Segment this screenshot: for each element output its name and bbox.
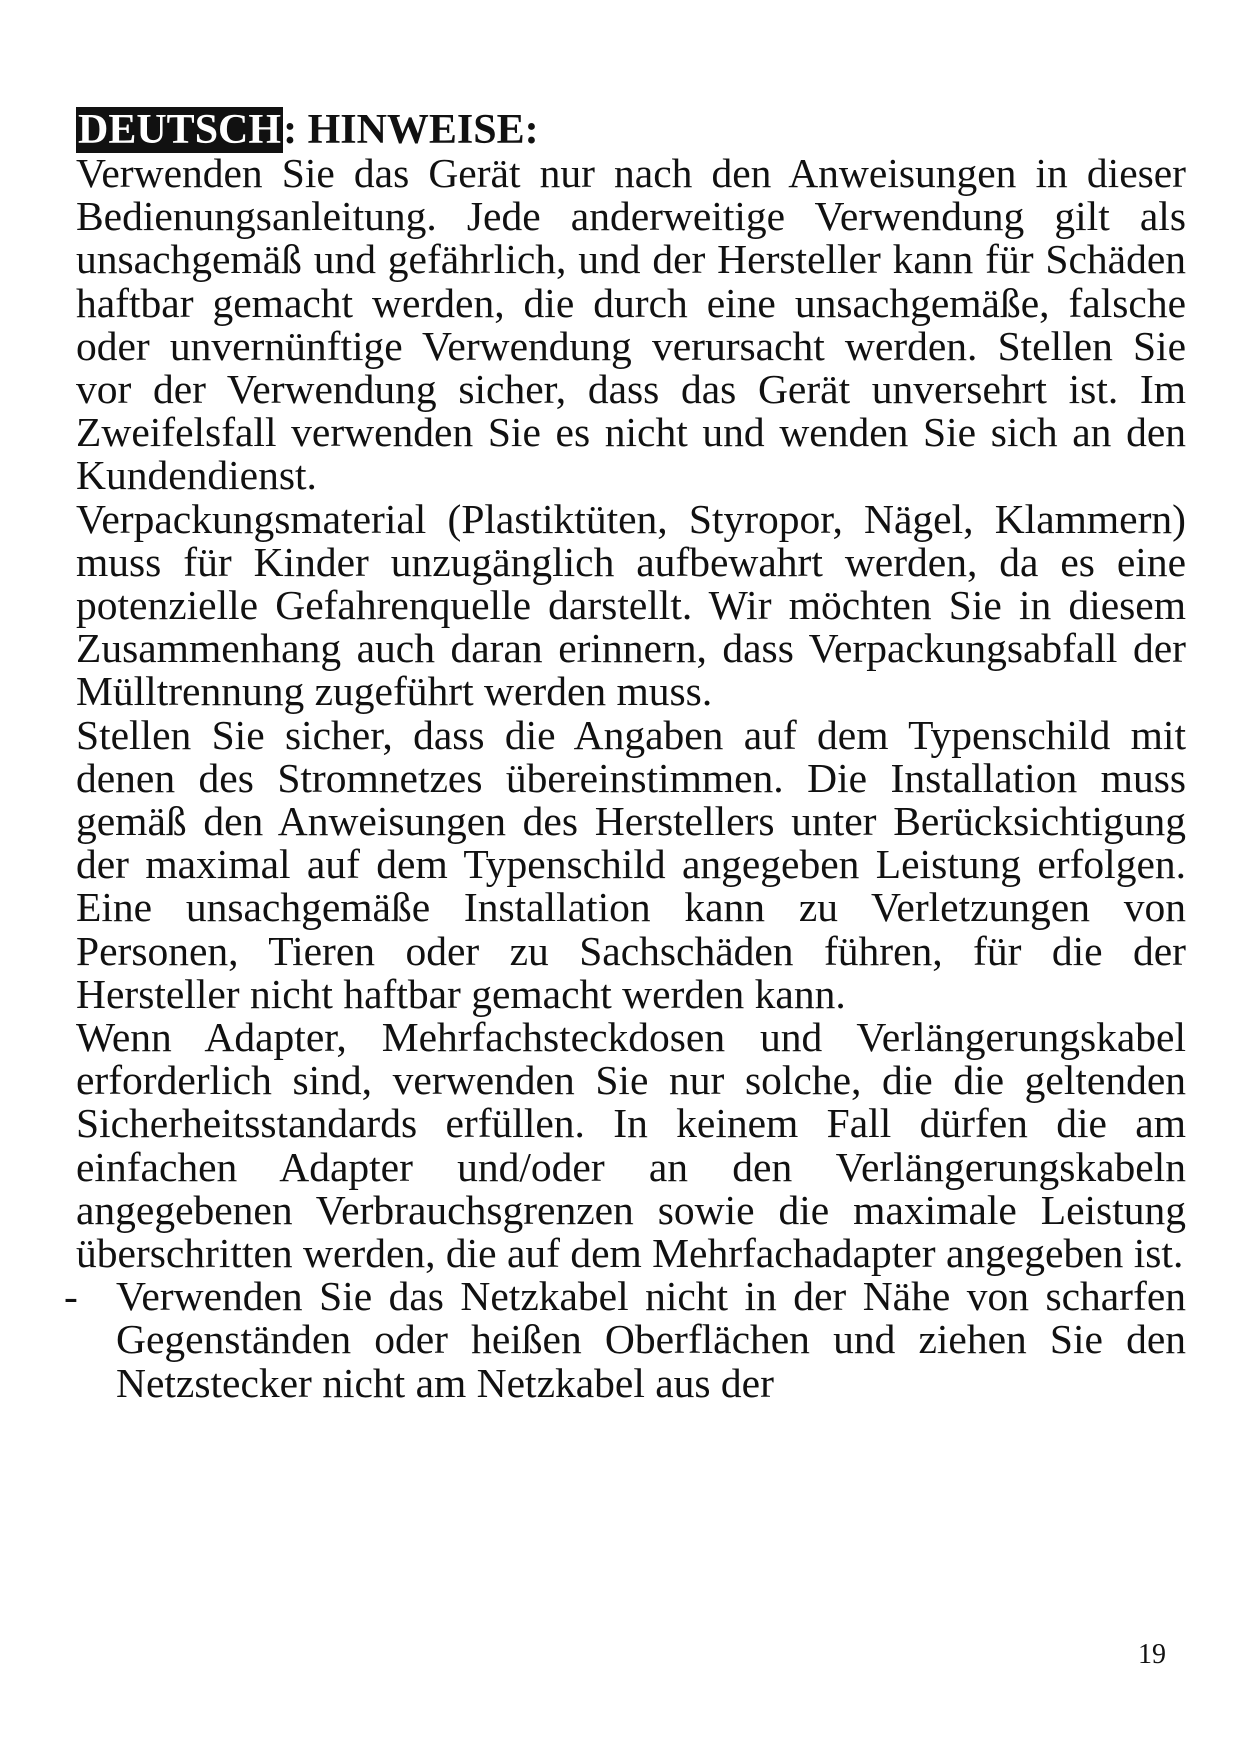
document-page <box>64 107 1186 1406</box>
paragraph-packaging: Verpackungsmaterial (Plastiktüten, Styropor, Nägel, Klammern) muss für Kinder unzugänglich aufbewahrt werden, da es eine potenzielle Gefahrenquelle darstellt. Wir möchten Sie in diesem Zusammenhang auch daran erinnern, dass Verpackungsabfall der Mülltrennung zugeführt werden muss. <box>76 495 1186 715</box>
bullet-item-power-cord <box>64 1273 1186 1406</box>
section-heading <box>76 108 1186 152</box>
paragraph-adapters: Wenn Adapter, Mehrfachsteckdosen und Verlängerungskabel erforderlich sind, verwenden Sie nur solche, die die geltenden Sicherheitsstandards erfüllen. In keinem Fall dürfen die am einfachen Adapter und/oder an den Verlängerungskabeln angegebenen Verbrauchsgrenzen sowie die maximale Leistung überschritten werden, die auf dem Mehrfachadapter angegeben ist. <box>76 1014 1186 1277</box>
heading-title: HINWEISE: <box>307 107 539 153</box>
page-number: 19 <box>1138 1639 1166 1670</box>
paragraph-usage: Verwenden Sie das Gerät nur nach den Anweisungen in dieser Bedienungsanleitung. Jede anderweitige Verwendung gilt als unsachgemäß und gefährlich, und der Hersteller kann für Schäden haftbar gemacht werden, die durch eine unsachgemäße, falsche oder unvernünftige Verwendung verursacht werden. Stellen Sie vor der Verwendung sicher, dass das Gerät unversehrt ist. Im Zweifelsfall verwenden Sie es nicht und wenden Sie sich an den Kundendienst. <box>76 150 1186 499</box>
bullet-text: Verwenden Sie das Netzkabel nicht in der Nähe von scharfen Gegenständen oder heißen Oberflächen und ziehen Sie den Netzstecker nicht am Netzkabel aus der <box>116 1273 1186 1406</box>
paragraph-installation: Stellen Sie sicher, dass die Angaben auf dem Typenschild mit denen des Stromnetzes übereinstimmen. Die Installation muss gemäß den Anweisungen des Herstellers unter Berücksichtigung der maximal auf dem Typenschild angegeben Leistung erfolgen. Eine unsachgemäße Installation kann zu Verletzungen von Personen, Tieren oder zu Sachschäden führen, für die der Hersteller nicht haftbar gemacht werden kann. <box>76 711 1186 1017</box>
heading-separator: : <box>283 107 308 153</box>
bullet-marker: - <box>64 1273 78 1320</box>
language-tag: DEUTSCH <box>78 107 282 153</box>
